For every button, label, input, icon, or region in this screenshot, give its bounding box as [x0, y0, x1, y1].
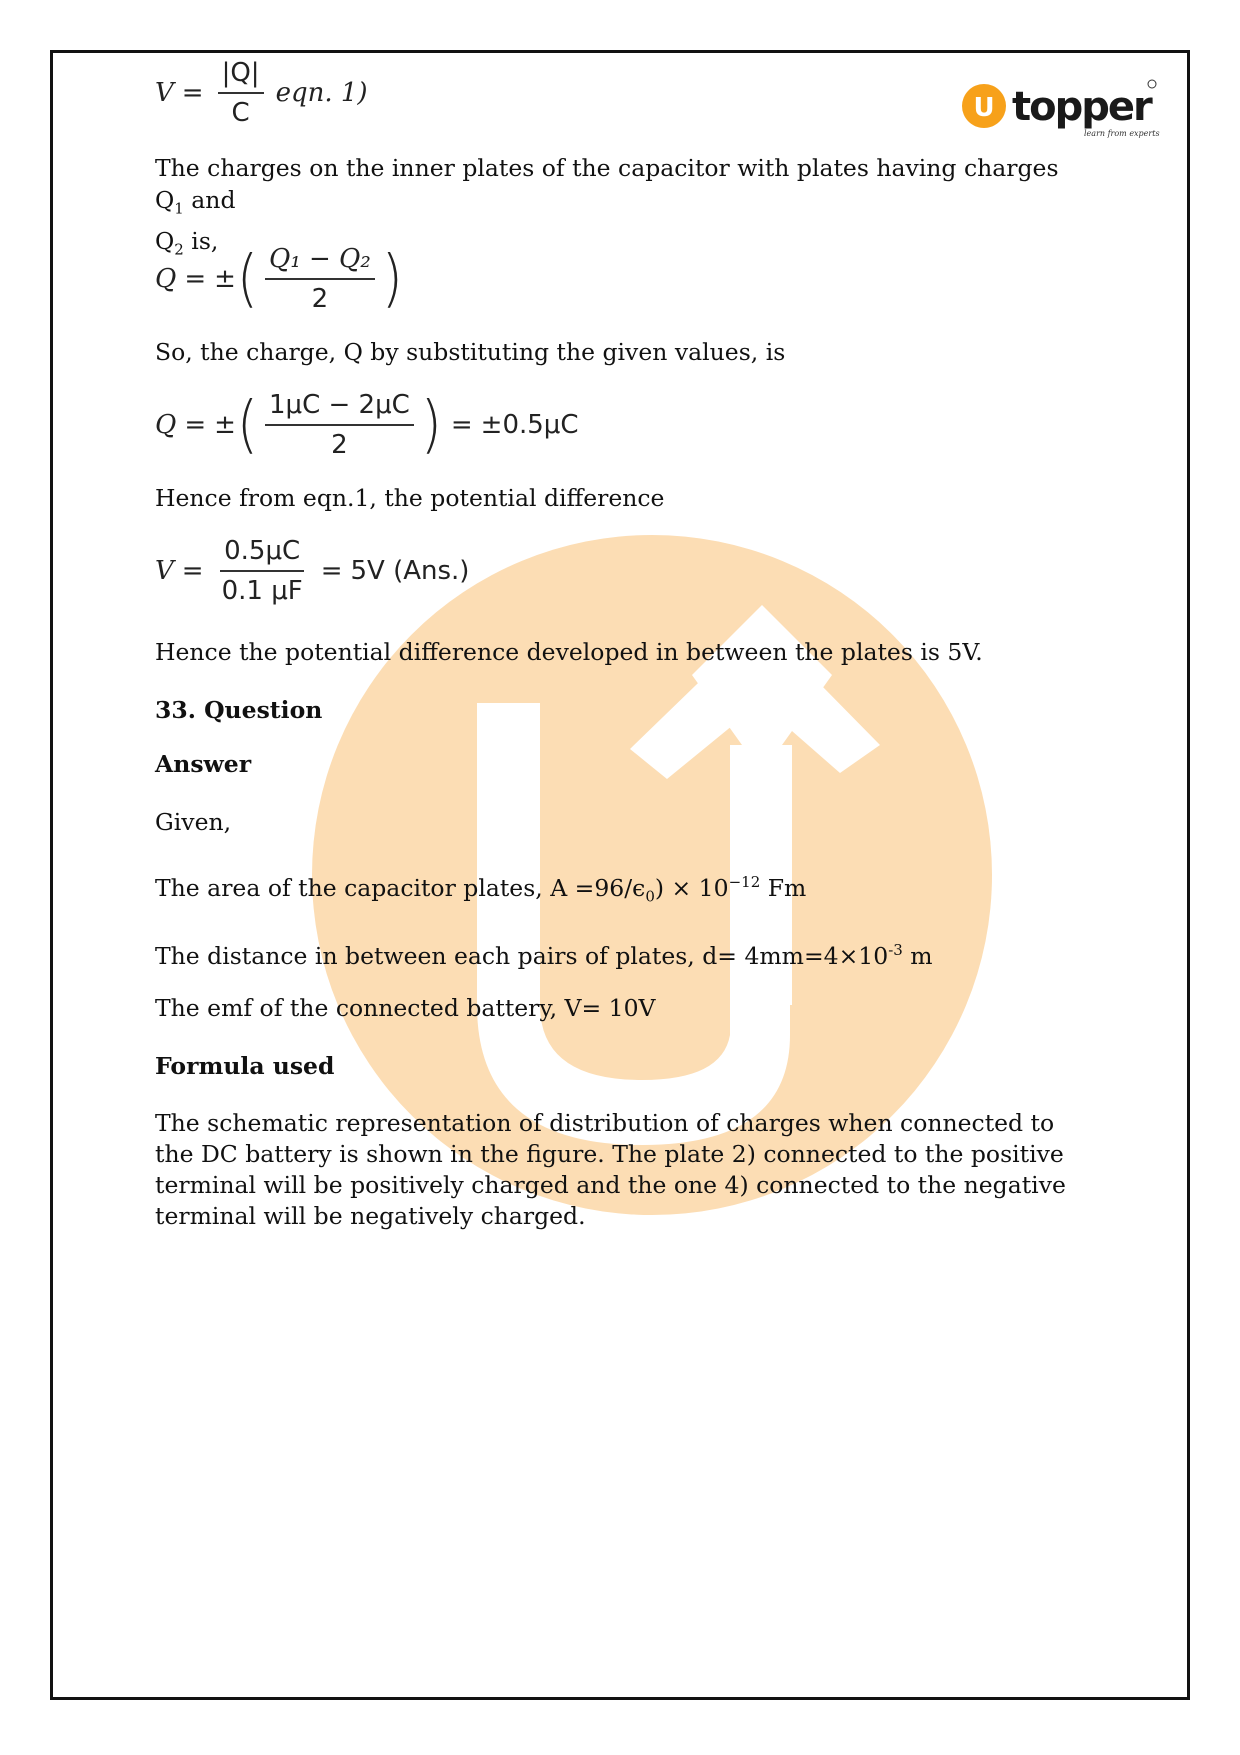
eq2-lhs: Q — [155, 264, 177, 294]
eq3-denominator: 2 — [331, 430, 348, 460]
eq3-result: ±0.5μC — [480, 410, 579, 440]
formula-heading: Formula used — [155, 1052, 335, 1080]
paragraph-substitution: So, the charge, Q by substituting the given values, is — [155, 338, 786, 366]
eq2-denominator: 2 — [311, 284, 329, 314]
inner-charges-is: is, — [183, 226, 219, 255]
eq4-lhs: V — [155, 556, 174, 586]
paragraph-potential-difference: Hence the potential difference developed in between the plates is 5V. — [155, 638, 983, 666]
schematic-paragraph: The schematic representation of distribution of charges when connected to the DC battery is shown in the figure. The plate 2) connected to the positive terminal will be positively charged and the one 4) connected to the negative terminal will be negatively charged. — [155, 1109, 1066, 1230]
answer-heading: Answer — [155, 750, 252, 778]
inner-charges-and: and — [183, 186, 236, 214]
inner-charges-q2: Q — [155, 226, 175, 255]
area-exponent: −12 — [728, 873, 761, 891]
equation-2: Q = ± ( $\frac{\text{Q₁ − Q₂}}{2}$ ) — [155, 242, 403, 315]
paragraph-hence-eqn1: Hence from eqn.1, the potential difference — [155, 484, 665, 512]
equation-4: V = $\frac{0.5\mu C}{0.1 \mu F}$ = 5V (Ans.) — [155, 536, 470, 606]
eq3-plus-minus: ± — [214, 410, 236, 440]
eq4-result: 5V (Ans.) — [350, 556, 470, 586]
eq1-denominator: C — [231, 98, 250, 128]
emf-line: The emf of the connected battery, V= 10V — [155, 994, 656, 1022]
area-times: ) × 10 — [654, 873, 729, 902]
area-sub: 0 — [645, 887, 655, 906]
eq2-fraction — [265, 244, 375, 314]
eq3-fraction — [265, 390, 414, 460]
given-label: Given, — [155, 808, 232, 836]
eq2-plus-minus: ± — [214, 264, 236, 294]
eq1-fraction — [218, 58, 264, 128]
topper-logo — [960, 76, 1160, 140]
logo-badge-letter: U — [973, 93, 995, 123]
eq4-denominator: 0.1 μF — [221, 576, 303, 606]
logo-wordmark: topper — [1012, 84, 1151, 130]
distance-line — [155, 934, 933, 972]
area-unit: Fm — [760, 873, 807, 902]
area-line — [155, 866, 806, 913]
eq3-lhs: Q — [155, 410, 177, 440]
eq1-numerator: |Q| — [218, 58, 264, 94]
inner-charges-sub1: 1 — [174, 199, 184, 218]
eq4-numerator: 0.5μC — [220, 536, 304, 572]
area-text: The area of the capacitor plates, A =96/ϵ — [155, 873, 646, 902]
eq2-numerator: Q₁ − Q₂ — [265, 244, 375, 280]
equation-3: Q = ± ( $\frac{1\mu C - 2\mu C}{2}$ ) = ±0.5μC — [155, 388, 579, 461]
equation-1: V = $\frac{|Q|}{C}$ eqn. 1) — [155, 58, 368, 128]
question-heading: 33. Question — [155, 696, 323, 724]
inner-charges-text: The charges on the inner plates of the capacitor with plates having charges Q — [155, 154, 1059, 214]
inner-charges-sub2: 2 — [174, 240, 184, 259]
eq3-numerator: 1μC − 2μC — [265, 390, 414, 426]
eq1-tag: eqn. 1) — [275, 78, 368, 108]
eq1-lhs: V — [155, 78, 174, 108]
distance-unit: m — [902, 941, 933, 970]
distance-text: The distance in between each pairs of plates, d= 4mm=4×10 — [155, 941, 889, 970]
logo-tagline: learn from experts — [1084, 129, 1160, 138]
eq4-fraction — [218, 536, 307, 606]
distance-exponent: -3 — [888, 941, 903, 959]
